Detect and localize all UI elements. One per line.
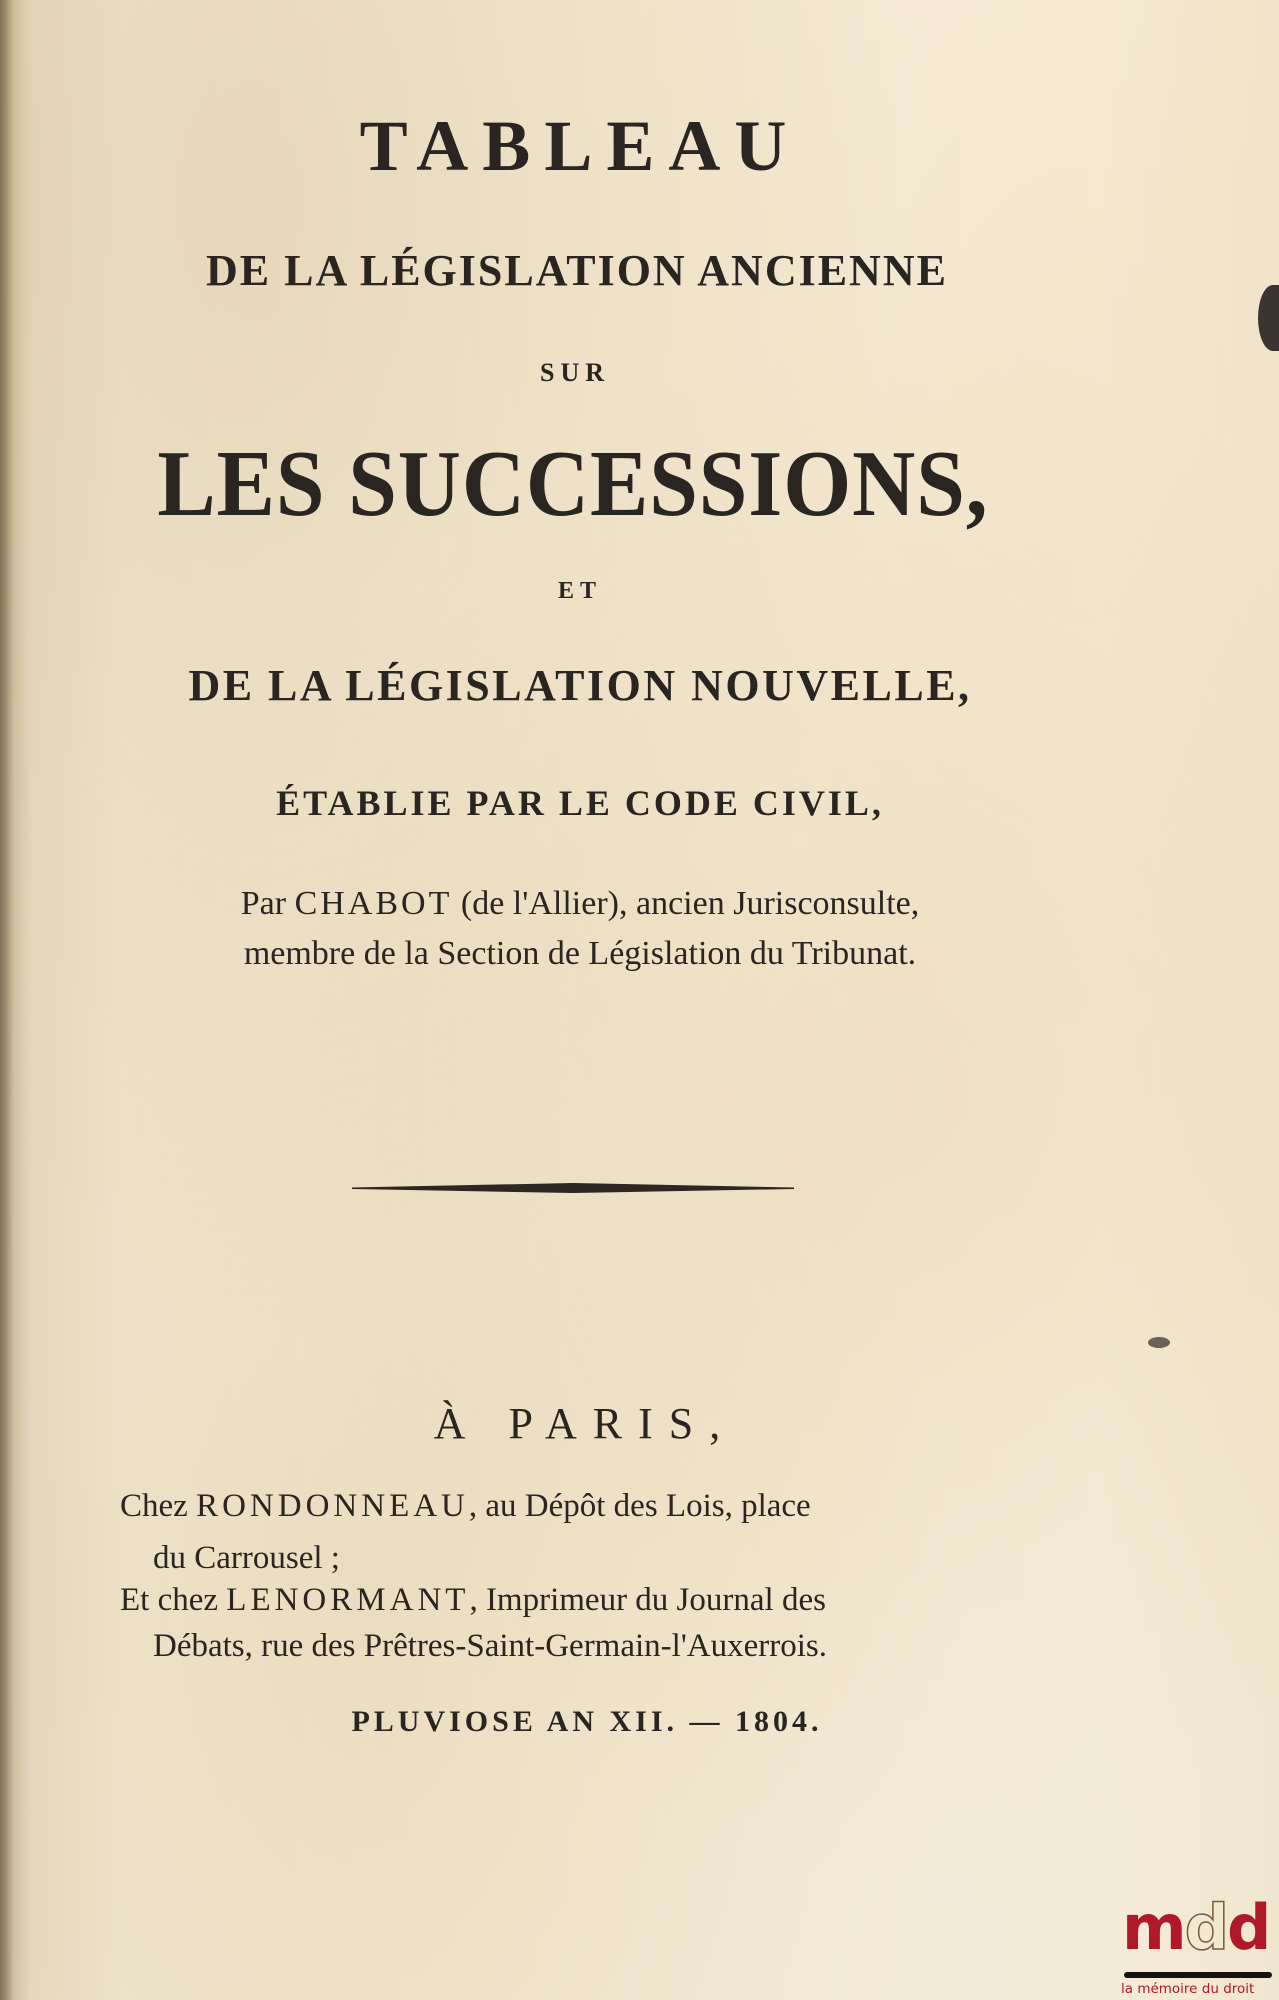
mdd-watermark-logo (1118, 1893, 1278, 1998)
publisher-2-suffix: , Imprimeur du Journal des (469, 1582, 826, 1618)
ink-speck (1148, 1337, 1170, 1348)
imprint-date: PLUVIOSE AN XII. — 1804. (351, 1705, 823, 1738)
author-prefix: Par (240, 885, 295, 922)
author-affiliation: membre de la Section de Législation du Tribunat. (243, 935, 917, 972)
logo-tagline: la mémoire du droit (1121, 1981, 1255, 1997)
publisher-2-name: LENORMANT (226, 1582, 470, 1618)
ornamental-rule (352, 1183, 794, 1193)
logo-letter-d-outline: d (1184, 1891, 1227, 1964)
title-et: ET (557, 578, 602, 604)
imprint-publisher-1-address: du Carrousel ; (153, 1540, 340, 1576)
logo-letter-m: m (1122, 1891, 1185, 1964)
imprint-publisher-2 (120, 1582, 826, 1619)
imprint-city: À PARIS, (433, 1399, 737, 1448)
publisher-1-name: RONDONNEAU (196, 1488, 469, 1524)
mdd-logo-icon (1122, 1893, 1269, 1963)
title-legislation-nouvelle: DE LA LÉGISLATION NOUVELLE, (188, 661, 972, 710)
title-etablie-code-civil: ÉTABLIE PAR LE CODE CIVIL, (276, 783, 884, 823)
author-line (15, 885, 1145, 923)
author-suffix: (de l'Allier), ancien Jurisconsulte, (452, 885, 920, 922)
logo-letter-d: d (1227, 1891, 1270, 1964)
title-sur: SUR (539, 358, 610, 387)
publisher-2-prefix: Et chez (120, 1582, 227, 1618)
ink-blot (1258, 285, 1279, 351)
author-name: CHABOT (294, 885, 453, 922)
logo-underline-bar (1124, 1972, 1272, 1978)
binding-gutter-shadow (0, 0, 14, 2000)
publisher-1-suffix: , au Dépôt des Lois, place (468, 1488, 811, 1524)
title-successions: LES SUCCESSIONS, (157, 432, 989, 536)
title-legislation-ancienne: DE LA LÉGISLATION ANCIENNE (206, 246, 948, 295)
title-tableau: TABLEAU (359, 106, 801, 186)
imprint-publisher-2-address: Débats, rue des Prêtres-Saint-Germain-l'Auxerrois. (153, 1628, 827, 1664)
imprint-publisher-1 (120, 1488, 811, 1525)
publisher-1-prefix: Chez (120, 1488, 197, 1524)
